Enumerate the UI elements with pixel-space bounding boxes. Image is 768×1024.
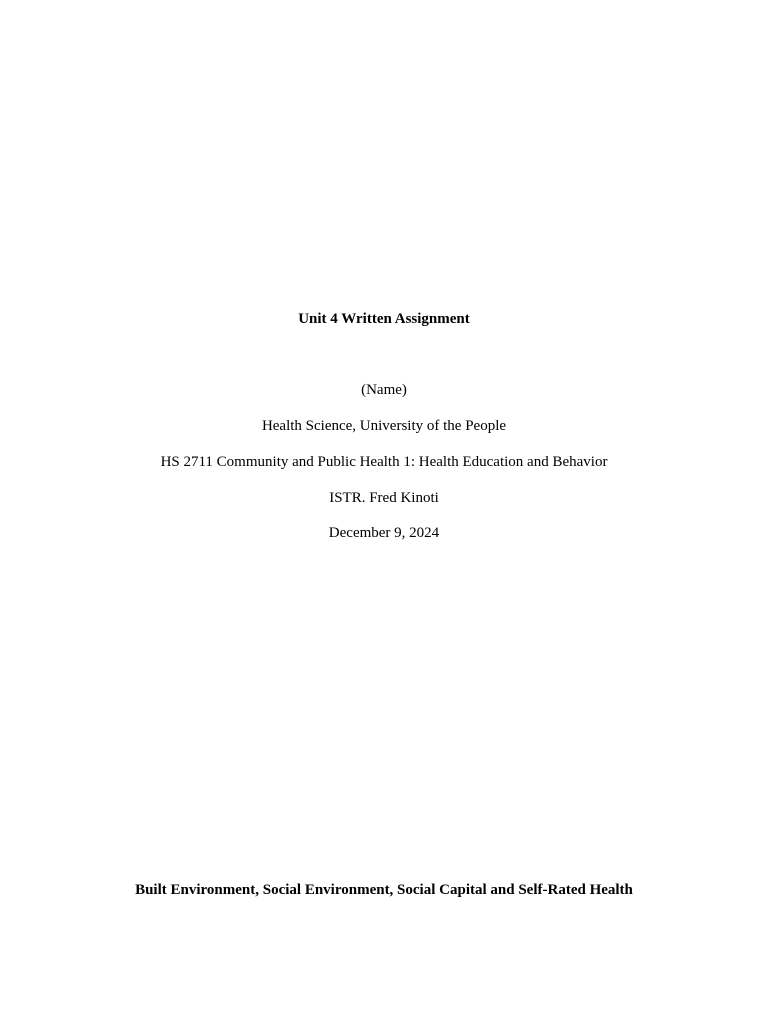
author-name: (Name) [361, 382, 407, 398]
institution-line: Health Science, University of the People [261, 418, 507, 434]
document-title: Unit 4 Written Assignment [298, 311, 470, 327]
section-heading: Built Environment, Social Environment, Social Capital and Self-Rated Health [135, 882, 633, 898]
date-line: December 9, 2024 [328, 525, 440, 541]
instructor-line: ISTR. Fred Kinoti [329, 490, 439, 506]
course-line: HS 2711 Community and Public Health 1: Health Education and Behavior [160, 454, 608, 470]
